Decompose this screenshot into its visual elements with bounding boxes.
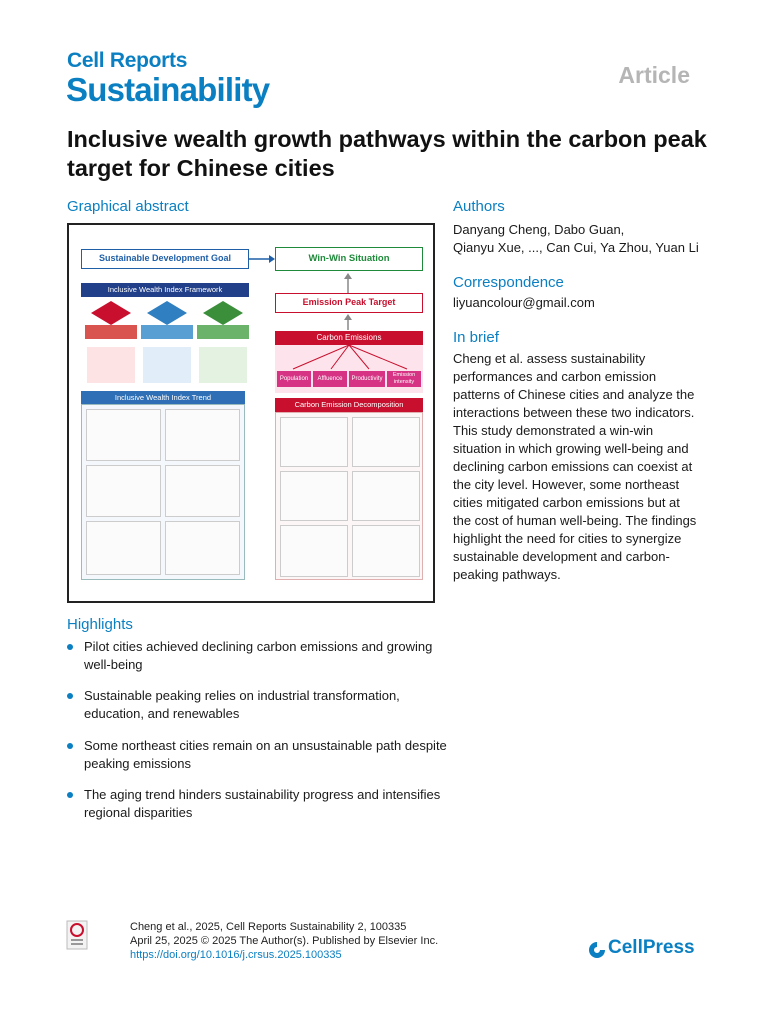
win-win-box: Win-Win Situation bbox=[275, 247, 423, 271]
capital-diagram bbox=[81, 299, 249, 385]
waterfall-chart bbox=[352, 525, 420, 577]
driver-affluence: Affluence bbox=[313, 371, 347, 387]
decomposition-panel bbox=[275, 412, 423, 580]
graphical-abstract-heading: Graphical abstract bbox=[67, 198, 189, 215]
in-brief-heading: In brief bbox=[453, 329, 499, 346]
trend-chart bbox=[86, 521, 161, 575]
cellpress-logo-icon bbox=[588, 941, 606, 959]
publisher-logo: CellPress bbox=[608, 937, 695, 958]
sdg-box: Sustainable Development Goal bbox=[81, 249, 249, 269]
driver-links bbox=[275, 345, 423, 371]
article-title: Inclusive wealth growth pathways within the carbon peak target for Chinese cities bbox=[67, 126, 707, 181]
journal-name-line2: Sustainability bbox=[66, 71, 270, 108]
trend-chart bbox=[86, 409, 161, 461]
trend-chart bbox=[165, 409, 240, 461]
graphical-abstract bbox=[67, 223, 435, 603]
highlight-item: The aging trend hinders sustainability progress and intensifies regional disparities bbox=[67, 786, 447, 822]
bullet-icon bbox=[67, 693, 73, 699]
bullet-icon bbox=[67, 792, 73, 798]
citation-line: Cheng et al., 2025, Cell Reports Sustainability 2, 100335 bbox=[130, 921, 407, 933]
arrow-right-icon bbox=[249, 253, 275, 265]
iwi-trend-bar: Inclusive Wealth Index Trend bbox=[81, 391, 245, 404]
in-brief-text: Cheng et al. assess sustainability performances and carbon emission patterns of Chinese cities and analyze the interactions between these two indicators. This study demonstrated a win-win situation in which growing well-being and declining carbon emissions can coexist at the city level. However, some northeast cities mitigated carbon emissions but at the cost of human well-being. The findings highlight the need for cities to synergize sustainable development and carbon-peaking pathways. bbox=[453, 351, 697, 582]
carbon-emissions-bar: Carbon Emissions bbox=[275, 331, 423, 345]
emission-peak-box: Emission Peak Target bbox=[275, 293, 423, 313]
highlight-item: Some northeast cities remain on an unsustainable path despite peaking emissions bbox=[67, 737, 447, 773]
driver-productivity: Productivity bbox=[349, 371, 385, 387]
trend-chart bbox=[86, 465, 161, 517]
bullet-icon bbox=[67, 644, 73, 650]
citation-footer bbox=[130, 920, 438, 962]
authors-heading: Authors bbox=[453, 198, 505, 215]
waterfall-chart bbox=[352, 471, 420, 521]
iwi-trend-panel bbox=[81, 404, 245, 580]
waterfall-chart bbox=[280, 525, 348, 577]
doi-link[interactable]: https://doi.org/10.1016/j.crsus.2025.100335 bbox=[130, 949, 342, 961]
bullet-icon bbox=[67, 743, 73, 749]
trend-chart bbox=[165, 465, 240, 517]
authors-line2: Qianyu Xue, ..., Can Cui, Ya Zhou, Yuan Li bbox=[453, 240, 699, 255]
check-for-updates-icon[interactable] bbox=[66, 920, 88, 950]
waterfall-chart bbox=[352, 417, 420, 467]
waterfall-chart bbox=[280, 471, 348, 521]
highlights-heading: Highlights bbox=[67, 616, 133, 633]
article-type: Article bbox=[618, 62, 690, 88]
highlight-item: Pilot cities achieved declining carbon emissions and growing well-being bbox=[67, 638, 447, 674]
iwi-framework-bar: Inclusive Wealth Index Framework bbox=[81, 283, 249, 297]
arrow-up-icon bbox=[343, 314, 353, 330]
authors-line1: Danyang Cheng, Dabo Guan, bbox=[453, 222, 625, 237]
driver-emission-intensity: Emission intensity bbox=[387, 371, 421, 387]
arrow-up-icon bbox=[343, 273, 353, 293]
driver-population: Population bbox=[277, 371, 311, 387]
decomposition-bar: Carbon Emission Decomposition bbox=[275, 398, 423, 412]
highlight-item: Sustainable peaking relies on industrial transformation, education, and renewables bbox=[67, 687, 447, 723]
copyright-line: April 25, 2025 © 2025 The Author(s). Published by Elsevier Inc. bbox=[130, 935, 439, 947]
correspondence-heading: Correspondence bbox=[453, 274, 564, 291]
waterfall-chart bbox=[280, 417, 348, 467]
journal-name-line1: Cell Reports bbox=[67, 49, 188, 72]
trend-chart bbox=[165, 521, 240, 575]
correspondence-email[interactable]: liyuancolour@gmail.com bbox=[453, 295, 595, 310]
